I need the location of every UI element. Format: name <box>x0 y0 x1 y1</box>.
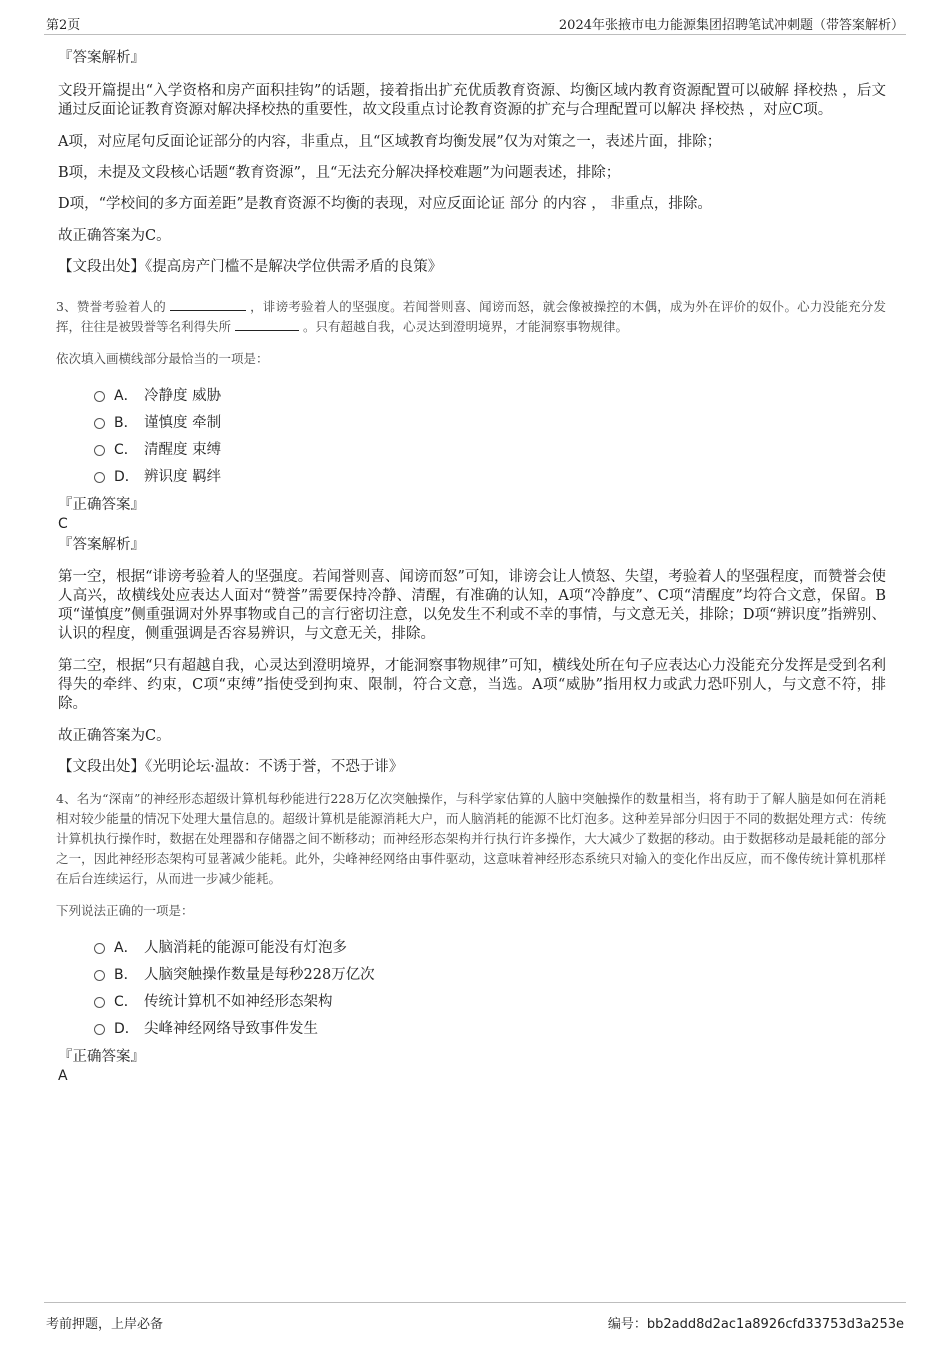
q3-answer-label: 『正确答案』 <box>58 497 145 513</box>
q2-analysis-para3: B项，未提及文段核心话题“教育资源”，且“无法充分解决择校难题”为问题表述，排除； <box>58 165 621 181</box>
q3-blank-1 <box>170 298 246 311</box>
document-code-label: 编号： <box>607 1317 647 1332</box>
q3-stem <box>56 297 886 337</box>
q4-option-d[interactable] <box>94 1014 886 1041</box>
q2-source: 【文段出处】《提高房产门槛不是解决学位供需矛盾的良策》 <box>58 259 443 275</box>
q3-analysis-para1: 第一空，根据“诽谤考验着人的坚强度。若闻誉则喜、闻谤而怒”可知，诽谤会让人愤怒、失望，考验着人的坚强程度，而赞誉会使人高兴，故横线处应表达人面对“赞誉”需要保持冷静、清醒，有准确的认知，A项“冷静度”、C项“清醒度”均符合文意，保留。B项“谨慎度”侧重强调对外界事物或自己的言行密切注意，以免发生不利或不幸的事情，与文意无关，排除；D项“辨识度”指辨别、认识的程度，侧重强调是否容易辨识，与文意无关，排除。 <box>58 569 886 642</box>
option-letter: C． <box>114 441 138 458</box>
q3-stem-part1: 3、赞誉考验着人的 <box>56 299 166 314</box>
footer-slogan: 考前押题，上岸必备 <box>46 1317 164 1332</box>
q4-stem: 4、名为“深南”的神经形态超级计算机每秒能进行228万亿次突触操作，与科学家估算的人脑中突触操作的数量相当，将有助于了解人脑是如何在消耗相对较少能量的情况下处理大量信息的。超级计算机是能源消耗大户，而人脑消耗的能源不比灯泡多。这种差异部分归因于不同的数据处理方式：传统计算机执行操作时，数据在处理器和存储器之间不断移动；而神经形态架构并行执行许多操作，大大减少了数据的移动。由于数据移动是最耗能的部分之一，因此神经形态架构可显著减少能耗。此外，尖峰神经网络由事件驱动，这意味着神经形态系统只对输入的变化作出反应，而不像传统计算机那样在后台连续运行，从而进一步减少能耗。 <box>56 791 886 886</box>
q2-analysis-para4: D项，“学校间的多方面差距”是教育资源不均衡的表现，对应反面论证 部分 的内容 ， 非重点，排除。 <box>58 196 712 212</box>
option-letter: A． <box>114 939 138 956</box>
page-number: 第2页 <box>46 18 81 33</box>
main-content <box>56 44 886 1085</box>
option-text: 辨识度 羁绊 <box>144 469 222 485</box>
radio-icon[interactable] <box>94 943 105 954</box>
q2-analysis-para1: 文段开篇提出“入学资格和房产面积挂钩”的话题，接着指出扩充优质教育资源、均衡区域内教育资源配置可以破解 择校热 ，后文通过反面论证教育资源对解决择校热的重要性，故文段重点讨论教育资源的扩充与合理配置可以解决 择校热 ，对应C项。 <box>58 83 886 118</box>
q2-analysis-label: 『答案解析』 <box>58 50 145 66</box>
option-text: 谨慎度 牵制 <box>144 415 222 431</box>
q2-analysis-para2: A项，对应尾句反面论证部分的内容，非重点，且“区域教育均衡发展”仅为对策之一，表述片面，排除； <box>58 134 722 150</box>
option-letter: A． <box>114 387 138 404</box>
document-title: 2024年张掖市电力能源集团招聘笔试冲刺题（带答案解析） <box>558 18 904 33</box>
q4-option-a[interactable] <box>94 933 886 960</box>
option-text: 冷静度 威胁 <box>144 388 222 404</box>
q3-analysis-para2: 第二空，根据“只有超越自我，心灵达到澄明境界，才能洞察事物规律”可知，横线处所在句子应表达心力没能充分发挥是受到名利得失的牵绊、约束，C项“束缚”指使受到拘束、限制，符合文意，当选。A项“威胁”指用权力或武力恐吓别人，与文意不符，排除。 <box>58 658 886 712</box>
q3-option-b[interactable] <box>94 408 886 435</box>
page-footer <box>44 1302 906 1333</box>
option-text: 尖峰神经网络导致事件发生 <box>144 1021 318 1037</box>
radio-icon[interactable] <box>94 418 105 429</box>
q4-answer: A <box>58 1068 68 1084</box>
option-letter: B． <box>114 414 138 431</box>
q3-analysis-label: 『答案解析』 <box>58 537 145 553</box>
q3-answer: C <box>58 516 68 532</box>
q4-options <box>94 933 886 1041</box>
q3-stem-part2: ，诽谤考验着人的坚强度。若闻誉则喜、闻谤而怒，就会像被操控的木偶，成为外在评价的奴仆。心力没能充分发挥，往往是被毁誉等名利得失所 <box>56 299 886 334</box>
q4-option-c[interactable] <box>94 987 886 1014</box>
q3-option-d[interactable] <box>94 462 886 489</box>
option-letter: C． <box>114 993 138 1010</box>
option-text: 清醒度 束缚 <box>144 442 222 458</box>
radio-icon[interactable] <box>94 445 105 456</box>
q3-blank-2 <box>235 318 299 331</box>
option-text: 人脑突触操作数量是每秒228万亿次 <box>144 967 375 983</box>
option-letter: D． <box>114 468 139 485</box>
page-header <box>44 12 906 35</box>
q2-conclusion: 故正确答案为C。 <box>58 228 171 244</box>
option-letter: B． <box>114 966 138 983</box>
option-text: 人脑消耗的能源可能没有灯泡多 <box>144 940 347 956</box>
q3-option-c[interactable] <box>94 435 886 462</box>
radio-icon[interactable] <box>94 970 105 981</box>
radio-icon[interactable] <box>94 472 105 483</box>
q3-source: 【文段出处】《光明论坛·温故：不诱于誉，不恐于诽》 <box>58 759 404 775</box>
radio-icon[interactable] <box>94 1024 105 1035</box>
document-code-value: bb2add8d2ac1a8926cfd33753d3a253e <box>646 1317 904 1332</box>
q4-answer-label: 『正确答案』 <box>58 1049 145 1065</box>
radio-icon[interactable] <box>94 391 105 402</box>
option-text: 传统计算机不如神经形态架构 <box>144 994 333 1010</box>
q3-option-a[interactable] <box>94 381 886 408</box>
radio-icon[interactable] <box>94 997 105 1008</box>
q3-conclusion: 故正确答案为C。 <box>58 728 171 744</box>
q4-option-b[interactable] <box>94 960 886 987</box>
q3-prompt: 依次填入画横线部分最恰当的一项是： <box>56 351 269 366</box>
q3-stem-part3: 。只有超越自我，心灵达到澄明境界，才能洞察事物规律。 <box>303 319 629 334</box>
document-code <box>608 1313 904 1332</box>
q3-options <box>94 381 886 489</box>
q4-prompt: 下列说法正确的一项是： <box>56 903 194 918</box>
option-letter: D． <box>114 1020 139 1037</box>
